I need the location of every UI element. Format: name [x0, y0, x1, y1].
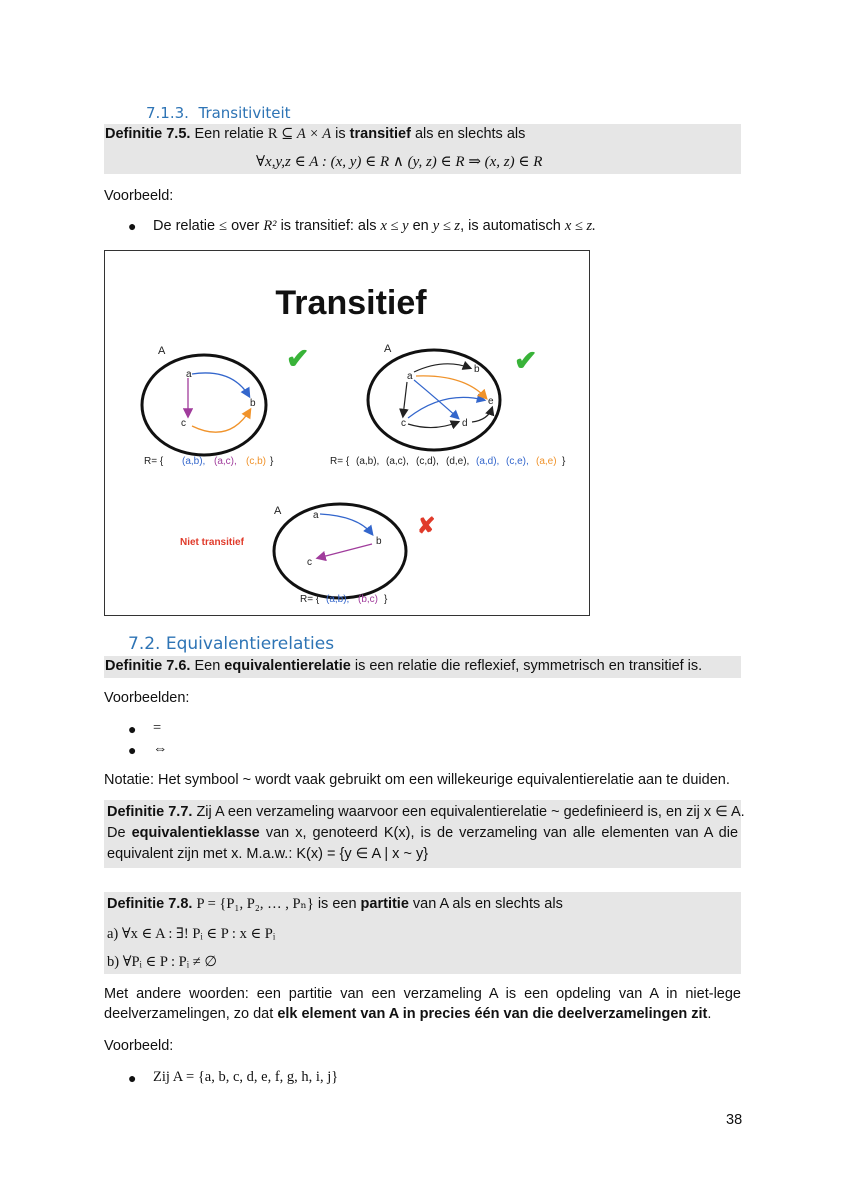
notation-paragraph: Notatie: Het symbool ~ wordt vaak gebruikt om een willekeurige equivalentierelatie aan te duiden.	[104, 772, 730, 788]
figure-title: Transitief	[275, 284, 427, 322]
pair: (a,b),	[326, 594, 350, 605]
list-item-iff: ⇔	[153, 741, 168, 757]
relation-prefix: R= {	[300, 594, 320, 605]
text: , is automatisch	[460, 218, 565, 234]
pair: (b,c)	[358, 594, 378, 605]
section-number: 7.2.	[128, 634, 161, 654]
text: De relatie	[153, 218, 220, 234]
partition-paragraph-line2	[104, 1006, 711, 1022]
partition-paragraph-line1: Met andere woorden: een partitie van een verzameling A is een opdeling van A in niet-lege	[104, 986, 741, 1002]
check-icon: ✔	[286, 343, 310, 374]
pair: (a,e)	[536, 456, 557, 467]
math: ≤	[219, 218, 228, 234]
section-heading-7-1-3	[146, 104, 291, 122]
definition-7-5-formula: ∀x,y,z ∈ A : (x, y) ∈ R ∧ (y, z) ∈ R ⇒ (x, z) ∈ R	[256, 154, 543, 170]
node-a: a	[186, 369, 192, 380]
defined-term: partitie	[360, 896, 409, 912]
node-c: c	[307, 557, 312, 568]
pair: (c,d),	[416, 456, 439, 467]
bullet-dot: ●	[128, 1070, 137, 1086]
node-c: c	[181, 418, 186, 429]
defined-term: equivalentieklasse	[131, 825, 260, 841]
definition-label: Definitie 7.6.	[105, 658, 191, 674]
example-label: Voorbeeld:	[104, 1038, 174, 1054]
defined-term: equivalentierelatie	[224, 658, 351, 674]
defined-term: transitief	[349, 126, 411, 142]
relation-prefix: R= {	[330, 456, 350, 467]
pair: (a,b),	[182, 456, 206, 467]
definition-7-8-condition-a: a) ∀x ∈ A : ∃! Pᵢ ∈ P : x ∈ Pᵢ	[107, 926, 276, 942]
math: x ≤ y	[380, 218, 409, 234]
node-a: a	[313, 510, 319, 521]
relation-symbol: R ⊆	[267, 126, 297, 142]
relation-suffix: }	[562, 456, 566, 467]
page-number: 38	[726, 1112, 743, 1128]
pair: (c,b)	[246, 456, 266, 467]
check-icon: ✔	[514, 345, 538, 376]
bullet-set-example: Zij A = {a, b, c, d, e, f, g, h, i, j}	[153, 1069, 339, 1085]
node-b: b	[250, 398, 256, 409]
math: R²	[263, 218, 277, 234]
text: over	[227, 218, 264, 234]
pair: (a,b),	[356, 456, 380, 467]
text: van A als en slechts als	[412, 896, 563, 912]
definition-7-7-line1	[107, 804, 745, 820]
text: Een	[194, 658, 221, 674]
bullet-dot: ●	[128, 218, 137, 234]
text: is transitief: als	[276, 218, 381, 234]
section-title: Transitiviteit	[198, 104, 291, 122]
section-title: Equivalentierelaties	[165, 634, 335, 654]
relation-prefix: R= {	[144, 456, 164, 467]
bullet-transitive-example	[153, 218, 596, 235]
pair: (d,e),	[446, 456, 470, 467]
definition-label: Definitie 7.5.	[105, 126, 191, 142]
math: y ≤ z	[432, 218, 461, 234]
node-b: b	[474, 364, 480, 375]
text: deelverzamelingen, zo dat	[104, 1006, 274, 1022]
definition-7-8-line1	[107, 896, 563, 913]
section-number: 7.1.3.	[146, 104, 189, 122]
text: als en slechts als	[414, 126, 526, 142]
definition-label: Definitie 7.7.	[107, 804, 193, 820]
emphasis: elk element van A in precies één van die deelverzamelingen zit	[277, 1006, 708, 1022]
definition-7-6	[105, 658, 702, 674]
definition-7-8-condition-b: b) ∀Pᵢ ∈ P : Pᵢ ≠ ∅	[107, 954, 217, 970]
text: is een	[317, 896, 357, 912]
node-e: e	[488, 396, 494, 407]
math: P = {P₁, P₂, … , Pₙ}	[196, 896, 314, 912]
pair: (a,d),	[476, 456, 500, 467]
node-d: d	[462, 418, 468, 429]
text: is	[335, 126, 346, 142]
text: .	[707, 1006, 712, 1022]
definition-7-7-line2	[107, 825, 738, 841]
bullet-dot: ●	[128, 721, 137, 737]
cross-icon: ✘	[417, 513, 436, 538]
text: is een relatie die reflexief, symmetrisch en transitief is.	[354, 658, 703, 674]
text: Zij A een verzameling waarvoor een equivalentierelatie ~ gedefinieerd is, en zij x ∈ A.	[196, 804, 745, 820]
node-b: b	[376, 536, 382, 547]
node-a: a	[407, 371, 413, 382]
text: De	[107, 825, 126, 841]
definition-7-7-line3: equivalent zijn met x. M.a.w.: K(x) = {y ∈ A | x ~ y}	[107, 846, 429, 862]
examples-label: Voorbeelden:	[104, 690, 190, 706]
relation-suffix: }	[384, 594, 388, 605]
text: van x, genoteerd K(x), is de verzameling van alle elementen van A die	[265, 825, 739, 841]
pair: (a,c),	[214, 456, 237, 467]
math: x ≤ z.	[564, 218, 596, 234]
text: en	[408, 218, 433, 234]
pair: (c,e),	[506, 456, 529, 467]
text: Een relatie	[194, 126, 264, 142]
bullet-dot: ●	[128, 742, 137, 758]
not-transitive-label: Niet transitief	[180, 537, 244, 548]
node-c: c	[401, 418, 406, 429]
pair: (a,c),	[386, 456, 409, 467]
set-label: A	[274, 505, 282, 517]
section-heading-7-2	[128, 634, 334, 654]
definition-label: Definitie 7.8.	[107, 896, 193, 912]
definition-7-5-line1	[105, 126, 525, 143]
example-label: Voorbeeld:	[104, 188, 174, 204]
relation-suffix: }	[270, 456, 274, 467]
transitive-figure	[104, 250, 590, 616]
set-label: A	[158, 345, 166, 357]
set-product: A × A	[296, 126, 332, 142]
relation-set-3	[300, 594, 388, 605]
set-label: A	[384, 343, 392, 355]
list-item-equals: =	[153, 720, 162, 736]
